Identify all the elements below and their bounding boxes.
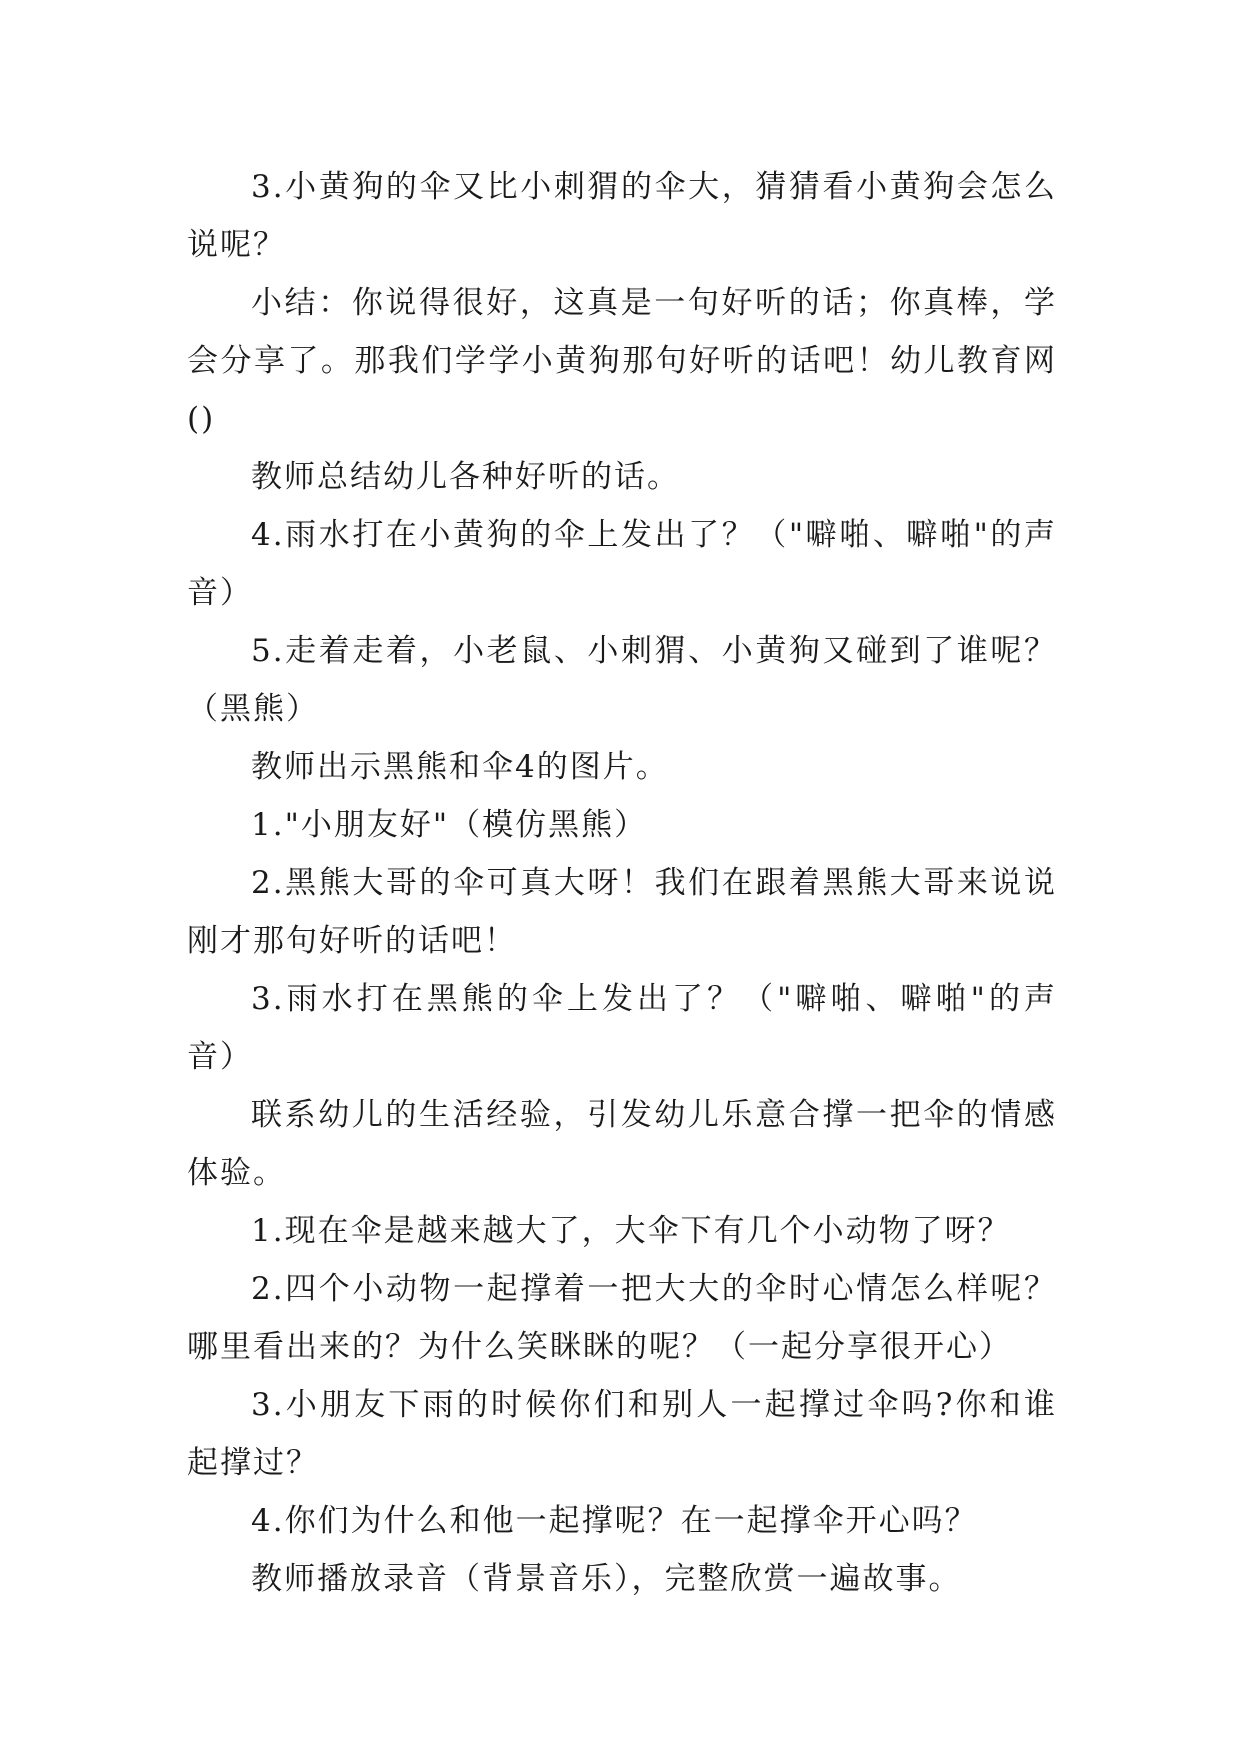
paragraph-10: 联系幼儿的生活经验，引发幼儿乐意合撑一把伞的情感体验。 [187,1097,1057,1191]
paragraph-5: 5.走着走着，小老鼠、小刺猬、小黄狗又碰到了谁呢？（黑熊） [187,633,1057,727]
paragraph-15: 教师播放录音（背景音乐），完整欣赏一遍故事。 [251,1561,962,1597]
paragraph-7: 1."小朋友好"（模仿黑熊） [251,807,648,843]
paragraph-3: 教师总结幼儿各种好听的话。 [251,459,680,495]
paragraph-4: 4.雨水打在小黄狗的伞上发出了？（"噼啪、噼啪"的声音） [187,517,1057,611]
paragraph-1: 3.小黄狗的伞又比小刺猬的伞大，猜猜看小黄狗会怎么说呢？ [187,169,1057,263]
document-body [187,158,1057,1608]
paragraph-6: 教师出示黑熊和伞4的图片。 [251,749,669,785]
paragraph-13: 3.小朋友下雨的时候你们和别人一起撑过伞吗?你和谁起撑过？ [187,1387,1057,1481]
paragraph-12: 2.四个小动物一起撑着一把大大的伞时心情怎么样呢？哪里看出来的？为什么笑眯眯的呢？（一起分享很开心） [187,1271,1057,1365]
paragraph-9: 3.雨水打在黑熊的伞上发出了？（"噼啪、噼啪"的声音） [187,981,1057,1075]
paragraph-8: 2.黑熊大哥的伞可真大呀！我们在跟着黑熊大哥来说说刚才那句好听的话吧！ [187,865,1057,959]
paragraph-2: 小结：你说得很好，这真是一句好听的话；你真棒，学会分享了。那我们学学小黄狗那句好听的话吧！幼儿教育网() [187,285,1057,437]
paragraph-14: 4.你们为什么和他一起撑呢？在一起撑伞开心吗？ [251,1503,978,1539]
paragraph-11: 1.现在伞是越来越大了，大伞下有几个小动物了呀？ [251,1213,1011,1249]
